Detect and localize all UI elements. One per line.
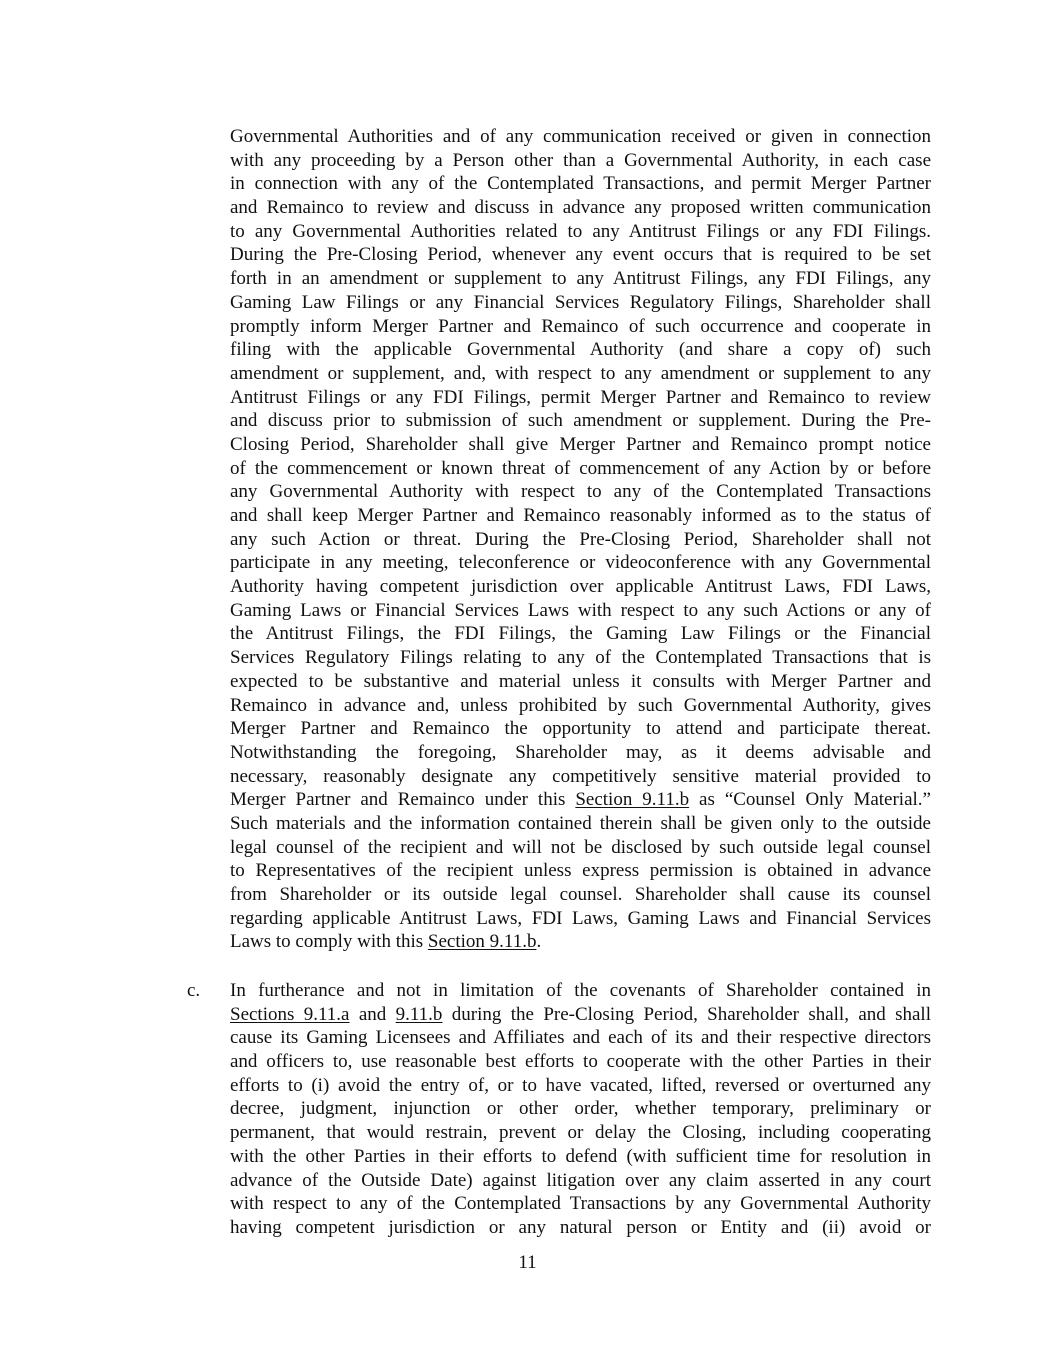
paragraph-c xyxy=(230,979,931,1240)
text-line: in connection with any of the Contemplated Transactions, and permit Merger Partner xyxy=(230,173,931,195)
text-line: During the Pre-Closing Period, whenever any event occurs that is required to be set xyxy=(230,244,931,266)
page-number: 11 xyxy=(518,1252,537,1273)
text-fragment: and xyxy=(349,1003,396,1025)
text-line: promptly inform Merger Partner and Remainco of such occurrence and cooperate in xyxy=(230,315,931,337)
text-line: permanent, that would restrain, prevent or delay the Closing, including cooperating xyxy=(230,1122,931,1144)
list-marker: c. xyxy=(187,980,201,1001)
text-line: Gaming Laws or Financial Services Laws with respect to any such Actions or any of xyxy=(230,599,931,621)
text-line: the Antitrust Filings, the FDI Filings, the Gaming Law Filings or the Financial xyxy=(230,623,931,645)
text-line: with respect to any of the Contemplated Transactions by any Governmental Authority xyxy=(230,1193,931,1215)
text-line: Services Regulatory Filings relating to any of the Contemplated Transactions that is xyxy=(230,647,931,669)
text-line: and officers to, use reasonable best efforts to cooperate with the other Parties in their xyxy=(230,1051,931,1073)
text-fragment: Laws to comply with this xyxy=(230,931,428,953)
text-line: from Shareholder or its outside legal counsel. Shareholder shall cause its counsel xyxy=(230,884,931,905)
section-reference: Section 9.11.b xyxy=(575,789,690,811)
text-line: necessary, reasonably designate any competitively sensitive material provided to xyxy=(230,765,931,787)
text-line: any such Action or threat. During the Pre-Closing Period, Shareholder shall not xyxy=(230,528,931,550)
text-line: In furtherance and not in limitation of the covenants of Shareholder contained in xyxy=(230,980,931,1001)
text-line: Closing Period, Shareholder shall give Merger Partner and Remainco prompt notice xyxy=(230,433,931,455)
text-line: amendment or supplement, and, with respect to any amendment or supplement to any xyxy=(230,362,931,384)
text-fragment: during the Pre-Closing Period, Shareholder shall, and shall xyxy=(442,1003,931,1025)
text-line: Notwithstanding the foregoing, Shareholder may, as it deems advisable and xyxy=(230,741,931,763)
text-fragment: . xyxy=(536,931,542,953)
text-line: decree, judgment, injunction or other order, whether temporary, preliminary or xyxy=(230,1098,931,1120)
text-line: any Governmental Authority with respect to any of the Contemplated Transactions xyxy=(230,481,931,503)
text-line: to Representatives of the recipient unless express permission is obtained in advance xyxy=(230,860,931,882)
text-line: Such materials and the information contained therein shall be given only to the outside xyxy=(230,812,931,834)
text-line: advance of the Outside Date) against litigation over any claim asserted in any court xyxy=(230,1169,931,1191)
text-line: forth in an amendment or supplement to any Antitrust Filings, any FDI Filings, any xyxy=(230,268,931,290)
text-line: to any Governmental Authorities related to any Antitrust Filings or any FDI Filings. xyxy=(230,220,931,242)
section-reference: 9.11.b xyxy=(395,1003,443,1025)
section-reference: Section 9.11.b xyxy=(427,931,537,953)
text-line: Remainco in advance and, unless prohibited by such Governmental Authority, gives xyxy=(230,694,931,716)
section-reference: Sections 9.11.a xyxy=(230,1003,350,1025)
text-line xyxy=(230,788,931,812)
text-line: Merger Partner and Remainco the opportunity to attend and participate thereat. xyxy=(230,718,931,740)
text-line: legal counsel of the recipient and will not be disclosed by such outside legal counsel xyxy=(230,836,931,858)
text-line: cause its Gaming Licensees and Affiliates and each of its and their respective directors xyxy=(230,1027,931,1049)
text-line: expected to be substantive and material unless it consults with Merger Partner and xyxy=(230,670,931,692)
text-line xyxy=(230,930,931,954)
text-fragment: Merger Partner and Remainco under this xyxy=(230,789,576,811)
continuation-paragraph xyxy=(230,125,931,954)
text-line xyxy=(230,1003,931,1027)
text-line: and Remainco to review and discuss in advance any proposed written communication xyxy=(230,197,931,219)
text-line: Gaming Law Filings or any Financial Services Regulatory Filings, Shareholder shall xyxy=(230,291,931,313)
text-line: participate in any meeting, teleconference or videoconference with any Governmental xyxy=(230,552,931,574)
text-line: and discuss prior to submission of such amendment or supplement. During the Pre- xyxy=(230,410,931,432)
text-line: of the commencement or known threat of commencement of any Action by or before xyxy=(230,457,931,479)
text-fragment: as “Counsel Only Material.” xyxy=(689,789,931,811)
text-line: Antitrust Filings or any FDI Filings, permit Merger Partner and Remainco to review xyxy=(230,386,931,408)
text-line: with the other Parties in their efforts to defend (with sufficient time for resolution in xyxy=(230,1145,931,1167)
text-line: having competent jurisdiction or any natural person or Entity and (ii) avoid or xyxy=(230,1216,931,1238)
text-line: Authority having competent jurisdiction over applicable Antitrust Laws, FDI Laws, xyxy=(230,576,931,598)
text-line: efforts to (i) avoid the entry of, or to have vacated, lifted, reversed or overturned any xyxy=(230,1074,931,1096)
text-line: and shall keep Merger Partner and Remainco reasonably informed as to the status of xyxy=(230,505,931,526)
text-line: Governmental Authorities and of any communication received or given in connection xyxy=(230,126,931,147)
text-line: filing with the applicable Governmental Authority (and share a copy of) such xyxy=(230,339,931,361)
text-line: with any proceeding by a Person other than a Governmental Authority, in each case xyxy=(230,149,931,171)
text-line: regarding applicable Antitrust Laws, FDI Laws, Gaming Laws and Financial Services xyxy=(230,907,931,929)
